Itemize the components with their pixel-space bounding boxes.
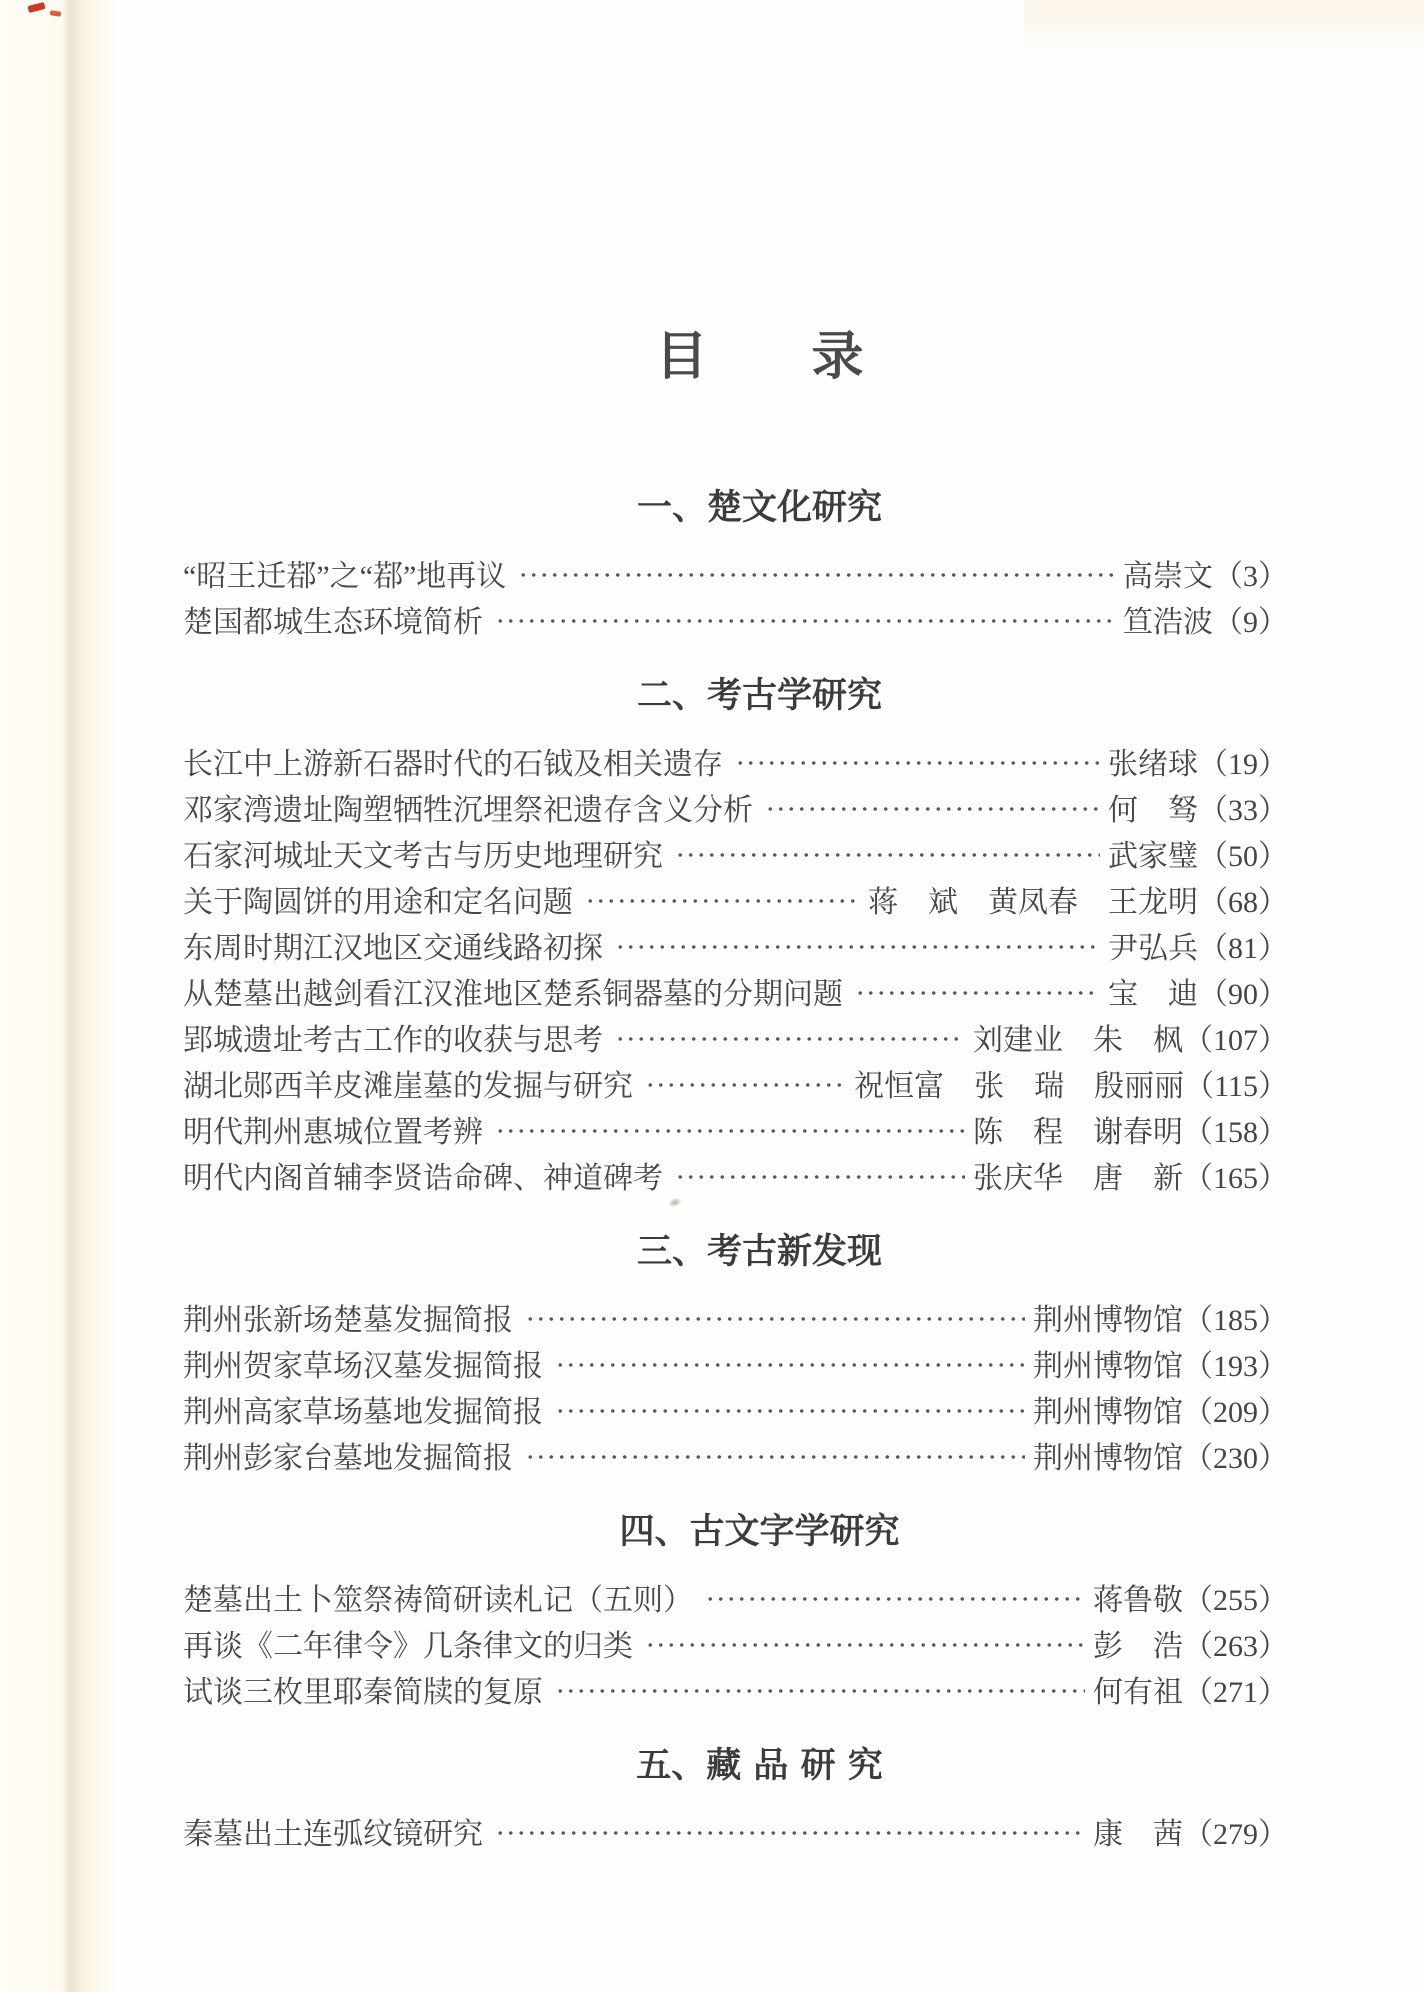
toc-entry <box>183 1574 1288 1620</box>
toc-entry <box>183 1386 1288 1432</box>
entry-authors: 何有祖 <box>1093 1676 1183 1709</box>
entry-author-page <box>1123 597 1288 641</box>
entry-author-page <box>1108 739 1288 783</box>
entry-page: （230） <box>1183 1442 1288 1475</box>
entry-page: （81） <box>1198 932 1288 965</box>
entry-page: （50） <box>1198 840 1288 873</box>
entry-title: 荆州彭家台墓地发掘简报 <box>183 1442 513 1475</box>
dot-leader <box>643 1620 1085 1666</box>
entry-title: 从楚墓出越剑看江汉淮地区楚系铜器墓的分期问题 <box>183 978 843 1011</box>
entry-authors: 祝恒富 张 瑞 殷丽丽 <box>854 1070 1185 1103</box>
page-title: 目 录 <box>655 329 864 386</box>
entry-authors: 康 茜 <box>1093 1818 1183 1851</box>
scan-artifact-red-mark <box>50 10 62 16</box>
toc-entry <box>183 784 1288 830</box>
entry-page: （279） <box>1183 1818 1288 1851</box>
entry-author-page <box>1108 923 1288 967</box>
dot-leader <box>516 550 1115 596</box>
toc-entry <box>183 1808 1288 1854</box>
section-entries <box>183 550 1288 642</box>
entry-author-page <box>1108 831 1288 875</box>
toc-entry <box>183 830 1288 876</box>
entry-authors: 彭 浩 <box>1093 1630 1183 1663</box>
dot-leader <box>853 968 1100 1014</box>
toc-entry <box>183 968 1288 1014</box>
toc-entry <box>183 1432 1288 1478</box>
dot-leader <box>553 1386 1025 1432</box>
entry-page: （68） <box>1198 886 1288 919</box>
entry-page: （165） <box>1183 1162 1288 1195</box>
entry-title: 关于陶圆饼的用途和定名问题 <box>183 886 573 919</box>
entry-authors: 陈 程 谢春明 <box>973 1116 1183 1149</box>
toc-entry <box>183 1666 1288 1712</box>
entry-page: （193） <box>1183 1350 1288 1383</box>
entry-title: “昭王迁鄀”之“鄀”地再议 <box>183 560 507 593</box>
toc-section <box>183 1510 1288 1712</box>
entry-authors: 荆州博物馆 <box>1033 1442 1183 1475</box>
dot-leader <box>583 876 860 922</box>
entry-title: 湖北郧西羊皮滩崖墓的发掘与研究 <box>183 1070 633 1103</box>
entry-author-page <box>1093 1809 1288 1853</box>
toc-section <box>183 674 1288 1198</box>
entry-author-page <box>973 1107 1288 1151</box>
dot-leader <box>523 1432 1025 1478</box>
entry-title: 明代荆州惠城位置考辨 <box>183 1116 483 1149</box>
entry-title: 秦墓出土连弧纹镜研究 <box>183 1818 483 1851</box>
entry-page: （271） <box>1183 1676 1288 1709</box>
dot-leader <box>613 922 1100 968</box>
section-entries <box>183 738 1288 1198</box>
entry-author-page <box>1123 551 1288 595</box>
dot-leader <box>493 1808 1085 1854</box>
entry-authors: 荆州博物馆 <box>1033 1304 1183 1337</box>
entry-authors: 张庆华 唐 新 <box>973 1162 1183 1195</box>
entry-title: 再谈《二年律令》几条律文的归类 <box>183 1630 633 1663</box>
section-entries <box>183 1574 1288 1712</box>
entry-title: 楚墓出土卜筮祭祷简研读札记（五则） <box>183 1584 693 1617</box>
entry-page: （255） <box>1183 1584 1288 1617</box>
entry-authors: 蒋 斌 黄凤春 王龙明 <box>868 886 1198 919</box>
dot-leader <box>703 1574 1085 1620</box>
entry-author-page <box>868 877 1288 921</box>
entry-page: （158） <box>1183 1116 1288 1149</box>
toc-entry <box>183 876 1288 922</box>
section-entries <box>183 1808 1288 1854</box>
entry-title: 明代内阁首辅李贤诰命碑、神道碑考 <box>183 1162 663 1195</box>
entry-title: 东周时期江汉地区交通线路初探 <box>183 932 603 965</box>
entry-author-page <box>1033 1387 1288 1431</box>
entry-page: （3） <box>1213 560 1288 593</box>
entry-authors: 荆州博物馆 <box>1033 1350 1183 1383</box>
dot-leader <box>733 738 1100 784</box>
toc-entry <box>183 550 1288 596</box>
entry-author-page <box>1093 1621 1288 1665</box>
entry-title: 邓家湾遗址陶塑牺牲沉埋祭祀遗存含义分析 <box>183 794 753 827</box>
entry-title: 楚国都城生态环境简析 <box>183 606 483 639</box>
entry-authors: 刘建业 朱 枫 <box>973 1024 1183 1057</box>
entry-title: 荆州张新场楚墓发掘简报 <box>183 1304 513 1337</box>
entry-title: 长江中上游新石器时代的石钺及相关遗存 <box>183 748 723 781</box>
entry-author-page <box>1108 785 1288 829</box>
dot-leader <box>763 784 1100 830</box>
entry-authors: 笪浩波 <box>1123 606 1213 639</box>
dot-leader <box>673 1152 965 1198</box>
entry-title: 试谈三枚里耶秦简牍的复原 <box>183 1676 543 1709</box>
entry-page: （209） <box>1183 1396 1288 1429</box>
section-heading: 一、楚文化研究 <box>636 488 882 528</box>
entry-page: （9） <box>1213 606 1288 639</box>
entry-title: 荆州贺家草场汉墓发掘简报 <box>183 1350 543 1383</box>
section-heading: 五、藏 品 研 究 <box>636 1746 883 1786</box>
toc-entry <box>183 1014 1288 1060</box>
entry-author-page <box>973 1015 1288 1059</box>
entry-authors: 高崇文 <box>1123 560 1213 593</box>
entry-page: （33） <box>1198 794 1288 827</box>
dot-leader <box>643 1060 846 1106</box>
entry-title: 石家河城址天文考古与历史地理研究 <box>183 840 663 873</box>
dot-leader <box>493 596 1115 642</box>
entry-title: 郢城遗址考古工作的收获与思考 <box>183 1024 603 1057</box>
entry-authors: 荆州博物馆 <box>1033 1396 1183 1429</box>
toc-entry <box>183 922 1288 968</box>
toc-entry <box>183 1106 1288 1152</box>
dot-leader <box>613 1014 965 1060</box>
toc-entry <box>183 1620 1288 1666</box>
toc-section <box>183 1744 1288 1854</box>
scan-artifact-red-mark <box>27 2 45 13</box>
section-entries <box>183 1294 1288 1478</box>
entry-page: （263） <box>1183 1630 1288 1663</box>
entry-author-page <box>1033 1295 1288 1339</box>
entry-author-page <box>1033 1433 1288 1477</box>
toc-section <box>183 1230 1288 1478</box>
entry-authors: 尹弘兵 <box>1108 932 1198 965</box>
entry-author-page <box>854 1061 1288 1105</box>
toc-entry <box>183 1152 1288 1198</box>
entry-page: （185） <box>1183 1304 1288 1337</box>
toc-section <box>183 486 1288 642</box>
dot-leader <box>673 830 1100 876</box>
dot-leader <box>553 1666 1085 1712</box>
toc-entry <box>183 1294 1288 1340</box>
entry-title: 荆州高家草场墓地发掘简报 <box>183 1396 543 1429</box>
dot-leader <box>493 1106 965 1152</box>
section-heading: 三、考古新发现 <box>636 1232 882 1272</box>
page-content <box>183 0 1288 1854</box>
entry-author-page <box>1093 1575 1288 1619</box>
entry-page: （90） <box>1198 978 1288 1011</box>
toc-entry <box>183 596 1288 642</box>
section-heading: 四、古文字学研究 <box>619 1512 900 1552</box>
entry-page: （19） <box>1198 748 1288 781</box>
entry-author-page <box>1108 969 1288 1013</box>
entry-authors: 武家璧 <box>1108 840 1198 873</box>
entry-authors: 张绪球 <box>1108 748 1198 781</box>
entry-author-page <box>973 1153 1288 1197</box>
entry-author-page <box>1033 1341 1288 1385</box>
toc-entry <box>183 1060 1288 1106</box>
toc-entry <box>183 738 1288 784</box>
entry-authors: 蒋鲁敬 <box>1093 1584 1183 1617</box>
entry-authors: 宝 迪 <box>1108 978 1198 1011</box>
dot-leader <box>523 1294 1025 1340</box>
entry-author-page <box>1093 1667 1288 1711</box>
section-heading: 二、考古学研究 <box>636 676 882 716</box>
entry-page: （107） <box>1183 1024 1288 1057</box>
toc-entry <box>183 1340 1288 1386</box>
scan-gutter-shadow <box>0 0 120 1992</box>
entry-page: （115） <box>1184 1070 1288 1103</box>
dot-leader <box>553 1340 1025 1386</box>
toc-sections <box>183 486 1288 1854</box>
entry-authors: 何 驽 <box>1108 794 1198 827</box>
